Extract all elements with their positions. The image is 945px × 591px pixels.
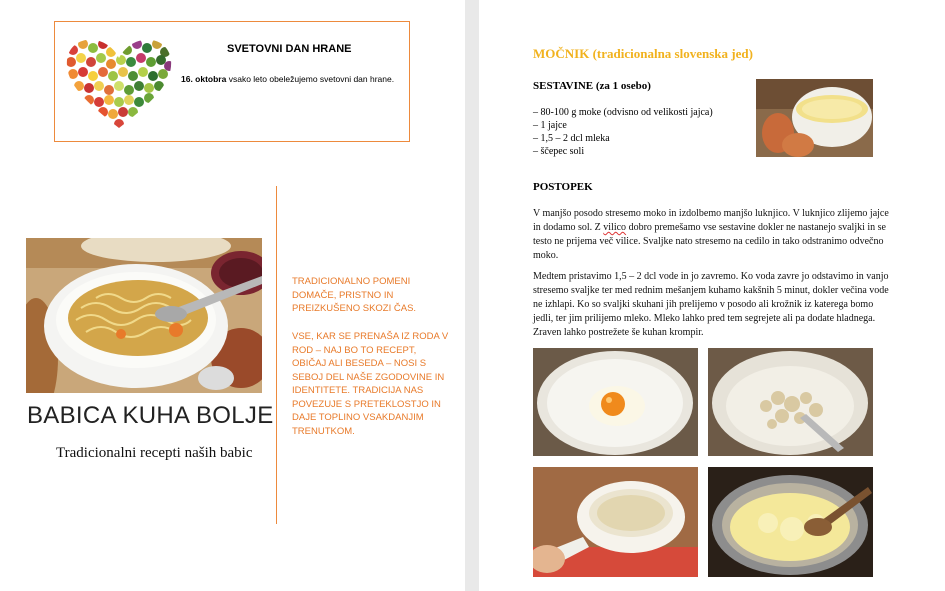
book-subtitle: Tradicionalni recepti naših babic xyxy=(56,445,253,461)
ingredients-list xyxy=(533,106,713,158)
food-day-title: SVETOVNI DAN HRANE xyxy=(227,43,352,55)
paragraph-1-part-a: V manjšo posodo stresemo moko in izdolbemo manjšo luknjico. V luknjico zlijemo jajce in dodamo sol. Z xyxy=(533,208,889,233)
eggs-milk-photo xyxy=(756,79,873,157)
recipe-title: MOČNIK (tradicionalna slovenska jed) xyxy=(533,46,753,61)
food-day-text xyxy=(181,74,394,84)
ingredient-item: – 1 jajce xyxy=(533,120,567,131)
procedure-title: POSTOPEK xyxy=(533,181,593,193)
page-gap xyxy=(465,0,479,591)
ingredient-item: – ščepec soli xyxy=(533,146,585,157)
dough-fork-photo xyxy=(708,348,873,456)
soup-photo xyxy=(26,238,262,393)
world-food-day-box xyxy=(54,21,410,142)
ingredients-title: SESTAVINE (za 1 osebo) xyxy=(533,80,651,92)
food-day-sentence: vsako leto obeležujemo svetovni dan hrane. xyxy=(226,74,395,84)
procedure-paragraph-1 xyxy=(533,207,889,263)
left-page xyxy=(0,0,465,591)
vegetable-heart-image xyxy=(63,36,175,132)
spellcheck-word: vilico xyxy=(603,222,627,233)
procedure-paragraph-2: Medtem pristavimo 1,5 – 2 dcl vode in jo zavremo. Ko voda zavre jo odstavimo in vanjo stresemo svaljke ter med rednim mešanjem kuhamo kakšnih 5 minut, dokler večina vode ne izhlapi. Ko so svaljki skuhani jih prelijemo v posodo ali krožnik iz katerega bomo jedli, ter jim prilijemo mleko. Mleko lahko pred tem segrejete ali pa dodate hladnega. Zraven lahko postrežete še kuhan krompir. xyxy=(533,271,889,338)
food-day-date: 16. oktobra xyxy=(181,74,227,84)
tradition-text-1: TRADICIONALNO POMENI DOMAČE, PRISTNO IN PREIZKUŠENO SKOZI ČAS. xyxy=(292,276,417,314)
orange-divider xyxy=(276,186,277,524)
flour-egg-photo xyxy=(533,348,698,456)
book-title: BABICA KUHA BOLJE xyxy=(27,402,274,429)
paragraph-1-part-b: dobro premešamo vse sestavine dokler ne nastanejo svaljki in se testo ne prijema več vilice. Svaljke nato stresemo na cedilo in tako odstranimo odvečno moko. xyxy=(533,222,886,261)
tradition-text-2: VSE, KAR SE PRENAŠA IZ RODA V ROD – NAJ BO TO RECEPT, OBIČAJ ALI BESEDA – NOSI S SEBOJ DEL NAŠE ZGODOVINE IN IDENTITETE. TRADICIJA NAS POVEZUJE S PRETEKLOSTJO IN DAJE TOPLINO VSAKDANJIM TRENUTKOM. xyxy=(292,331,449,437)
ingredient-item: – 1,5 – 2 dcl mleka xyxy=(533,133,610,144)
strainer-photo xyxy=(533,467,698,577)
ingredient-item: – 80-100 g moke (odvisno od velikosti jajca) xyxy=(533,107,713,118)
cooking-pot-photo xyxy=(708,467,873,577)
